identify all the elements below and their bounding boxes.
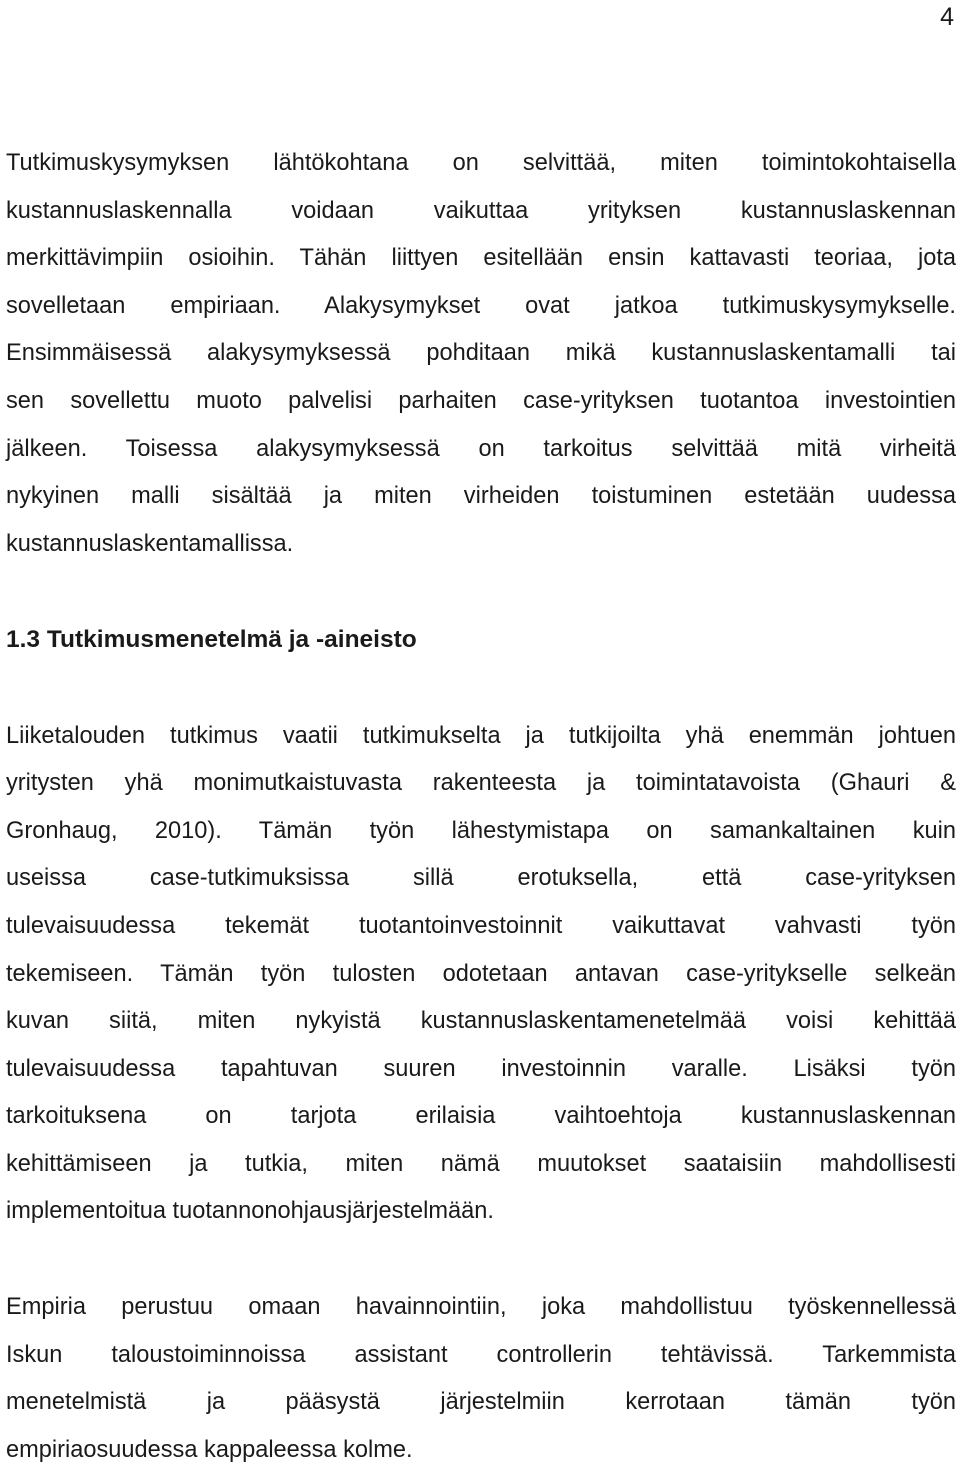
text-line: Gronhaug, 2010). Tämän työn lähestymistapa on samankaltainen kuin [6,817,956,844]
text-line: kustannuslaskennalla voidaan vaikuttaa yrityksen kustannuslaskennan [6,197,956,224]
text-line: empiriaosuudessa kappaleessa kolme. [6,1436,413,1463]
page-content [6,140,956,1474]
spacer [6,568,956,616]
text-line: Liiketalouden tutkimus vaatii tutkimukselta ja tutkijoilta yhä enemmän johtuen [6,722,956,749]
spacer [6,1236,956,1284]
text-line: menetelmistä ja pääsystä järjestelmiin kerrotaan tämän työn [6,1389,956,1416]
text-line: Iskun taloustoiminnoissa assistant controllerin tehtävissä. Tarkemmista [6,1341,956,1368]
section-heading: 1.3 Tutkimusmenetelmä ja -aineisto [6,625,417,653]
text-line: jälkeen. Toisessa alakysymyksessä on tarkoitus selvittää mitä virheitä [6,435,956,462]
text-line: sen sovellettu muoto palvelisi parhaiten case-yrityksen tuotantoa investointien [6,387,956,414]
text-line: sovelletaan empiriaan. Alakysymykset ovat jatkoa tutkimuskysymykselle. [6,292,956,319]
paragraph-methodology [6,713,956,1237]
text-line: kuvan siitä, miten nykyistä kustannuslaskentamenetelmää voisi kehittää [6,1008,956,1035]
spacer [6,664,956,713]
paragraph-empirical [6,1284,956,1474]
text-line: Ensimmäisessä alakysymyksessä pohditaan mikä kustannuslaskentamalli tai [6,340,956,367]
text-line: Empiria perustuu omaan havainnointiin, joka mahdollistuu työskennellessä [6,1294,956,1321]
text-line: yritysten yhä monimutkaistuvasta rakenteesta ja toimintatavoista (Ghauri & [6,770,956,797]
text-line: Tutkimuskysymyksen lähtökohtana on selvittää, miten toimintokohtaisella [6,150,956,176]
text-line: kustannuslaskentamallissa. [6,530,294,557]
text-line: tulevaisuudessa tekemät tuotantoinvestoinnit vaikuttavat vahvasti työn [6,912,956,939]
text-line: nykyinen malli sisältää ja miten virheiden toistuminen estetään uudessa [6,483,956,510]
text-line: tulevaisuudessa tapahtuvan suuren investoinnin varalle. Lisäksi työn [6,1055,956,1082]
page-number: 4 [940,3,954,31]
text-line: useissa case-tutkimuksissa sillä erotuksella, että case-yrityksen [6,865,956,892]
text-line: implementoitua tuotannonohjausjärjestelmään. [6,1198,494,1225]
text-line: merkittävimpiin osioihin. Tähän liittyen esitellään ensin kattavasti teoriaa, jota [6,245,956,272]
paragraph-research-question [6,140,956,568]
text-line: kehittämiseen ja tutkia, miten nämä muutokset saataisiin mahdollisesti [6,1150,956,1177]
text-line: tarkoituksena on tarjota erilaisia vaihtoehtoja kustannuslaskennan [6,1103,956,1130]
text-line: tekemiseen. Tämän työn tulosten odotetaan antavan case-yritykselle selkeän [6,960,956,987]
